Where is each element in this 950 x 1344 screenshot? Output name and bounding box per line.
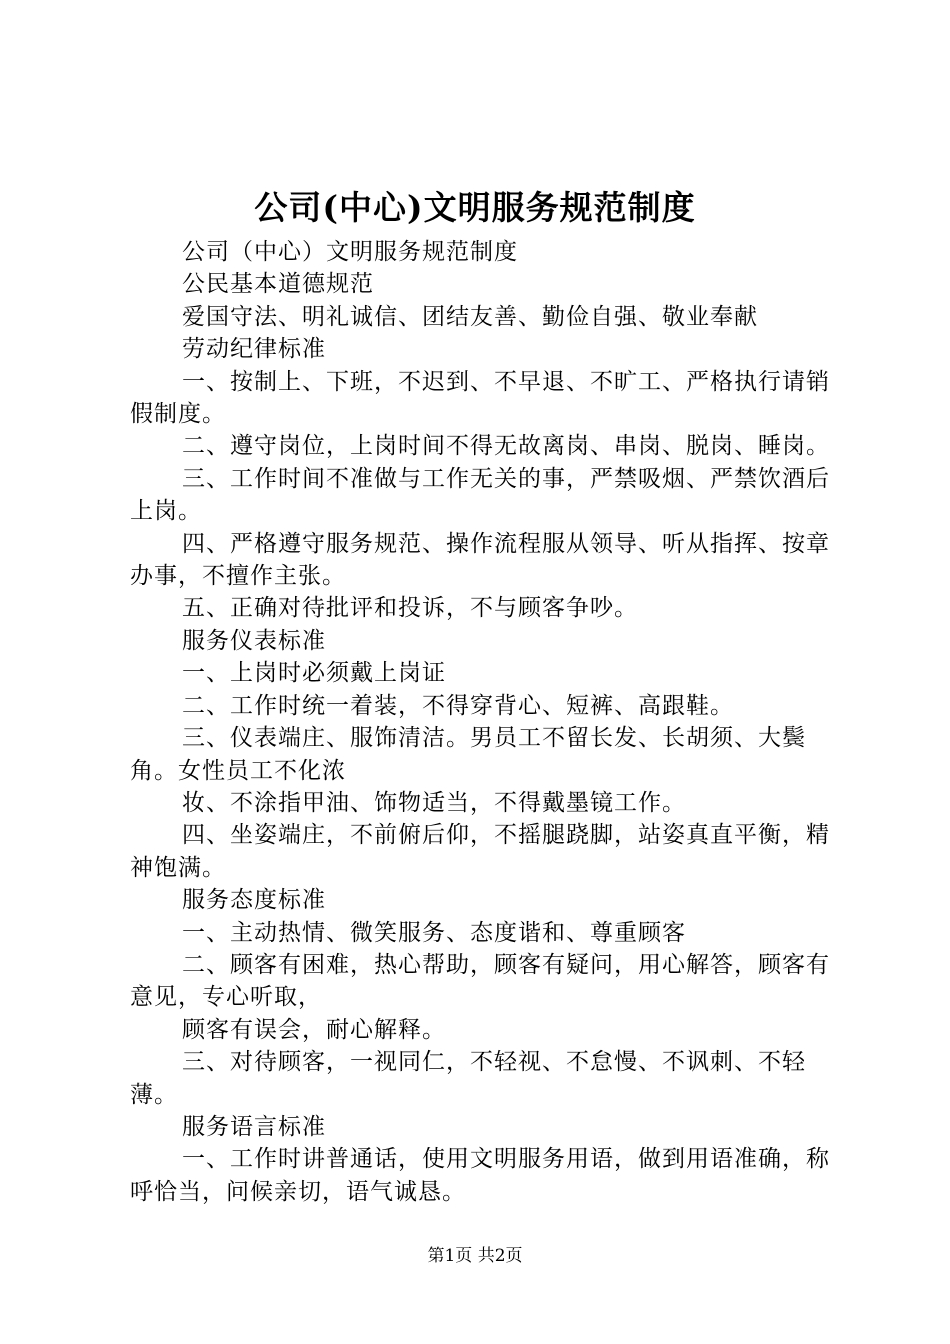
section-heading: 劳动纪律标准 xyxy=(182,336,326,363)
paragraph: 一、上岗时必须戴上岗证 xyxy=(182,660,446,687)
paragraph: 五、正确对待批评和投诉，不与顾客争吵。 xyxy=(182,595,638,622)
paragraph: 四、严格遵守服务规范、操作流程服从领导、听从指挥、按章办事，不擅作主张。 xyxy=(130,530,830,590)
paragraph: 爱国守法、明礼诚信、团结友善、勤俭自强、敬业奉献 xyxy=(182,303,758,330)
paragraph: 四、坐姿端庄，不前俯后仰，不摇腿跷脚，站姿真直平衡，精神饱满。 xyxy=(130,822,830,881)
paragraph: 三、对待顾客，一视同仁，不轻视、不怠慢、不讽刺、不轻薄。 xyxy=(130,1049,806,1108)
section-heading: 服务语言标准 xyxy=(182,1113,326,1140)
page-number-footer: 第1页 共2页 xyxy=(427,1246,523,1266)
paragraph: 一、主动热情、微笑服务、态度谐和、尊重顾客 xyxy=(182,919,686,946)
paragraph: 三、工作时间不准做与工作无关的事，严禁吸烟、严禁饮酒后上岗。 xyxy=(130,465,830,525)
section-heading: 服务态度标准 xyxy=(182,887,326,914)
paragraph: 公司（中心）文明服务规范制度 xyxy=(182,239,518,265)
paragraph: 三、仪表端庄、服饰清洁。男员工不留长发、长胡须、大鬓角。女性员工不化浓 xyxy=(130,725,806,784)
section-heading: 公民基本道德规范 xyxy=(182,271,374,298)
paragraph: 一、工作时讲普通话，使用文明服务用语，做到用语准确，称呼恰当，问候亲切，语气诚恳。 xyxy=(130,1146,830,1205)
document-body xyxy=(130,236,840,1208)
paragraph: 二、顾客有困难，热心帮助，顾客有疑问，用心解答，顾客有意见，专心听取， xyxy=(130,951,830,1011)
paragraph: 顾客有误会，耐心解释。 xyxy=(182,1016,446,1043)
paragraph: 二、遵守岗位，上岗时间不得无故离岗、串岗、脱岗、睡岗。 xyxy=(182,433,830,460)
paragraph: 二、工作时统一着装，不得穿背心、短裤、高跟鞋。 xyxy=(182,692,734,719)
document-title: 公司(中心)文明服务规范制度 xyxy=(254,188,696,227)
paragraph: 妆、不涂指甲油、饰物适当，不得戴墨镜工作。 xyxy=(182,789,686,816)
paragraph: 一、按制上、下班，不迟到、不早退、不旷工、严格执行请销假制度。 xyxy=(130,368,830,428)
section-heading: 服务仪表标准 xyxy=(182,627,326,654)
